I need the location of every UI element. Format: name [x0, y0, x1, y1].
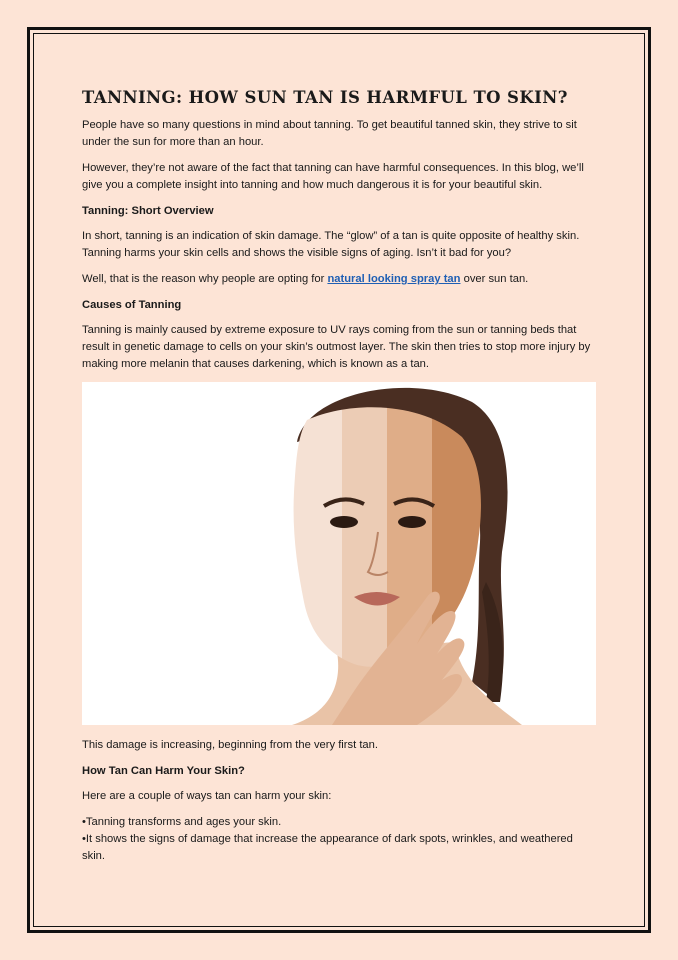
overview-paragraph: In short, tanning is an indication of skin damage. The “glow” of a tan is quite opposite of healthy skin. Tanning harms your skin cells and shows the visible signs of aging. Isn’t it bad for you?	[82, 230, 580, 259]
bullet-text: It shows the signs of damage that increase the appearance of dark spots, wrinkles, and weathered skin.	[82, 833, 573, 862]
causes-heading: Causes of Tanning	[82, 299, 182, 311]
spray-tan-suffix: over sun tan.	[460, 273, 529, 285]
spray-tan-link[interactable]: natural looking spray tan	[327, 273, 461, 285]
causes-paragraph: Tanning is mainly caused by extreme exposure to UV rays coming from the sun or tanning beds that result in genetic damage to cells on your skin’s outmost layer. The skin then tries to stop more injury by making more melanin that causes darkening, which is known as a tan.	[82, 324, 591, 370]
face-illustration	[82, 382, 596, 725]
spray-tan-prefix: Well, that is the reason why people are opting for	[82, 273, 328, 285]
bullet-symbol: •	[82, 816, 86, 828]
tanning-face-photo	[82, 382, 596, 725]
list-item	[82, 831, 598, 865]
bullet-text: Tanning transforms and ages your skin.	[85, 816, 282, 828]
bullet-symbol: •	[82, 833, 86, 845]
article	[82, 88, 598, 865]
harm-heading: How Tan Can Harm Your Skin?	[82, 765, 245, 777]
page-title: TANNING: HOW SUN TAN IS HARMFUL TO SKIN?	[82, 88, 568, 107]
harm-bullet-list	[82, 814, 598, 865]
overview-heading: Tanning: Short Overview	[82, 205, 214, 217]
damage-paragraph: This damage is increasing, beginning from the very first tan.	[82, 739, 378, 751]
spray-tan-paragraph	[82, 271, 598, 288]
harm-intro: Here are a couple of ways tan can harm your skin:	[82, 790, 332, 802]
intro-paragraph-1: People have so many questions in mind about tanning. To get beautiful tanned skin, they strive to sit under the sun for more than an hour.	[82, 119, 577, 148]
list-item	[82, 814, 598, 831]
intro-paragraph-2: However, they’re not aware of the fact that tanning can have harmful consequences. In this blog, we’ll give you a complete insight into tanning and how much dangerous it is for your beautiful skin.	[82, 162, 584, 191]
